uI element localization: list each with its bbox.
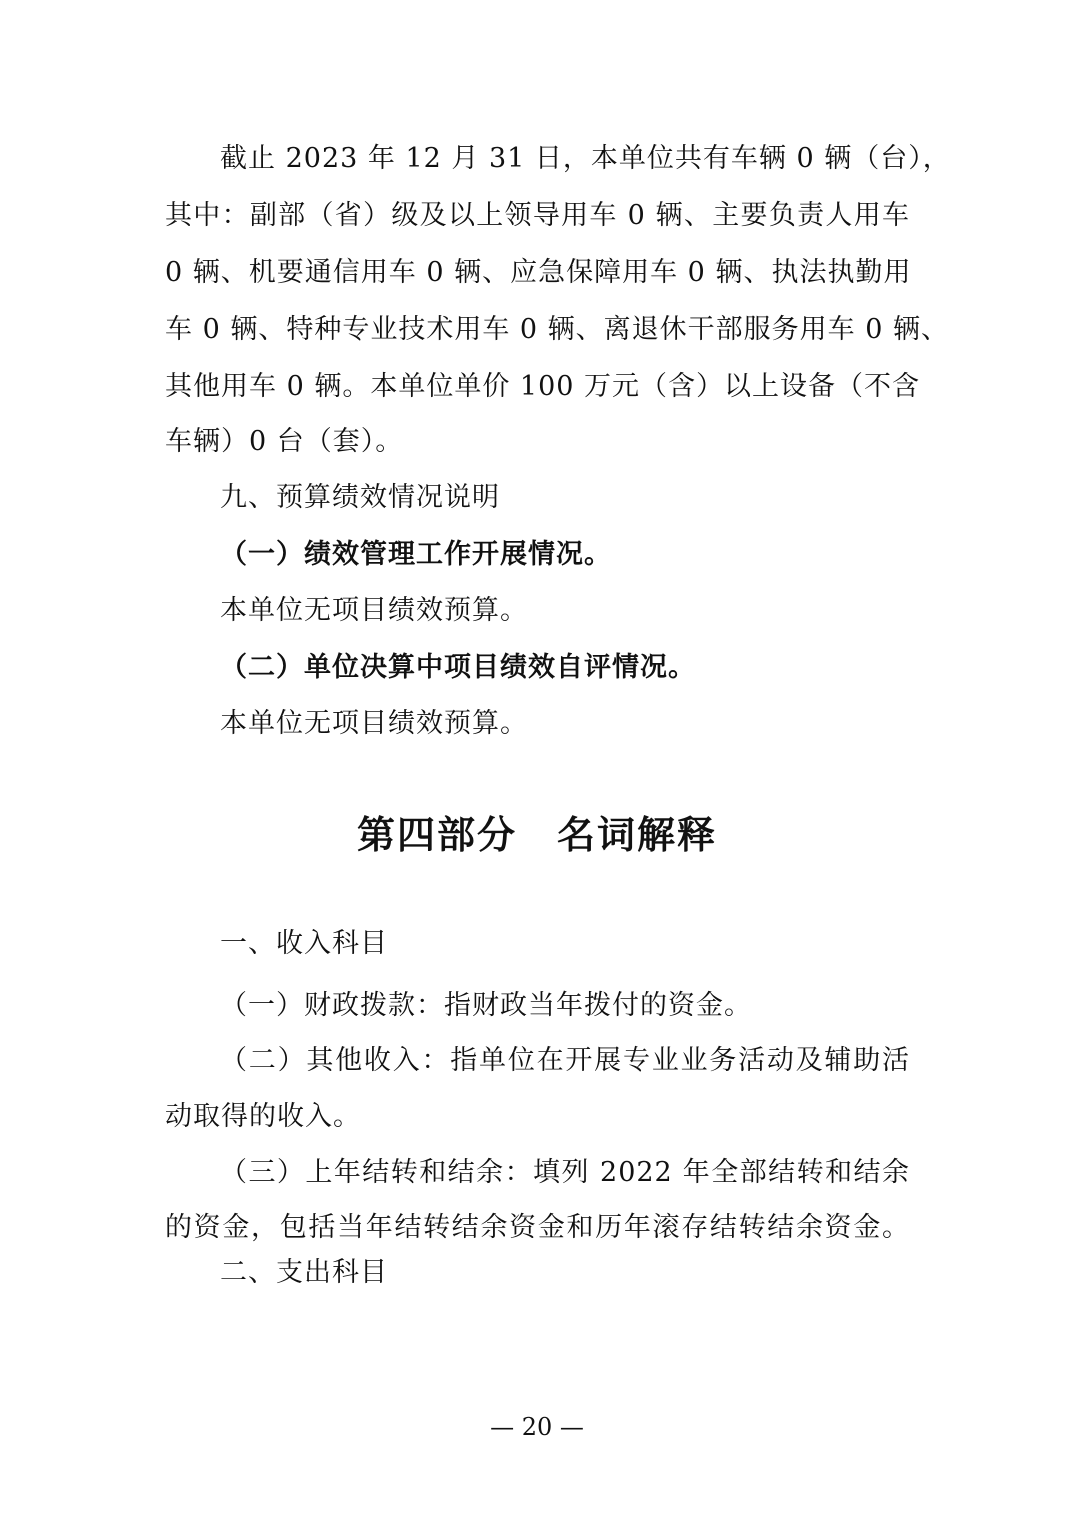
paragraph-line: 车辆）0 台（套）。 bbox=[165, 426, 404, 457]
glossary-item-line: 的资金，包括当年结转结余资金和历年滚存结转结余资金。 bbox=[165, 1212, 910, 1243]
section-heading: 九、预算绩效情况说明 bbox=[220, 482, 500, 513]
glossary-item-line: （三）上年结转和结余：填列 2022 年全部结转和结余 bbox=[220, 1157, 910, 1188]
subsection-heading: （二）单位决算中项目绩效自评情况。 bbox=[220, 652, 696, 683]
section-heading: 二、支出科目 bbox=[220, 1257, 388, 1288]
paragraph-line: 0 辆、机要通信用车 0 辆、应急保障用车 0 辆、执法执勤用 bbox=[165, 257, 912, 288]
page-number: — 20 — bbox=[490, 1413, 584, 1441]
paragraph-text: 本单位无项目绩效预算。 bbox=[220, 595, 528, 626]
paragraph-line: 其中：副部（省）级及以上领导用车 0 辆、主要负责人用车 bbox=[165, 200, 910, 231]
paragraph-text: 本单位无项目绩效预算。 bbox=[220, 708, 528, 739]
subsection-heading: （一）绩效管理工作开展情况。 bbox=[220, 539, 612, 570]
section-heading: 一、收入科目 bbox=[220, 928, 388, 959]
glossary-item-line: （二）其他收入：指单位在开展专业业务活动及辅助活 bbox=[220, 1045, 910, 1076]
paragraph-line: 其他用车 0 辆。本单位单价 100 万元（含）以上设备（不含 bbox=[165, 371, 921, 402]
paragraph-line: 截止 2023 年 12 月 31 日，本单位共有车辆 0 辆（台）， bbox=[220, 143, 951, 174]
glossary-item-line: 动取得的收入。 bbox=[165, 1101, 361, 1132]
glossary-item: （一）财政拨款：指财政当年拨付的资金。 bbox=[220, 990, 752, 1021]
part-title: 第四部分 名词解释 bbox=[356, 813, 717, 857]
paragraph-line: 车 0 辆、特种专业技术用车 0 辆、离退休干部服务用车 0 辆、 bbox=[165, 314, 950, 345]
